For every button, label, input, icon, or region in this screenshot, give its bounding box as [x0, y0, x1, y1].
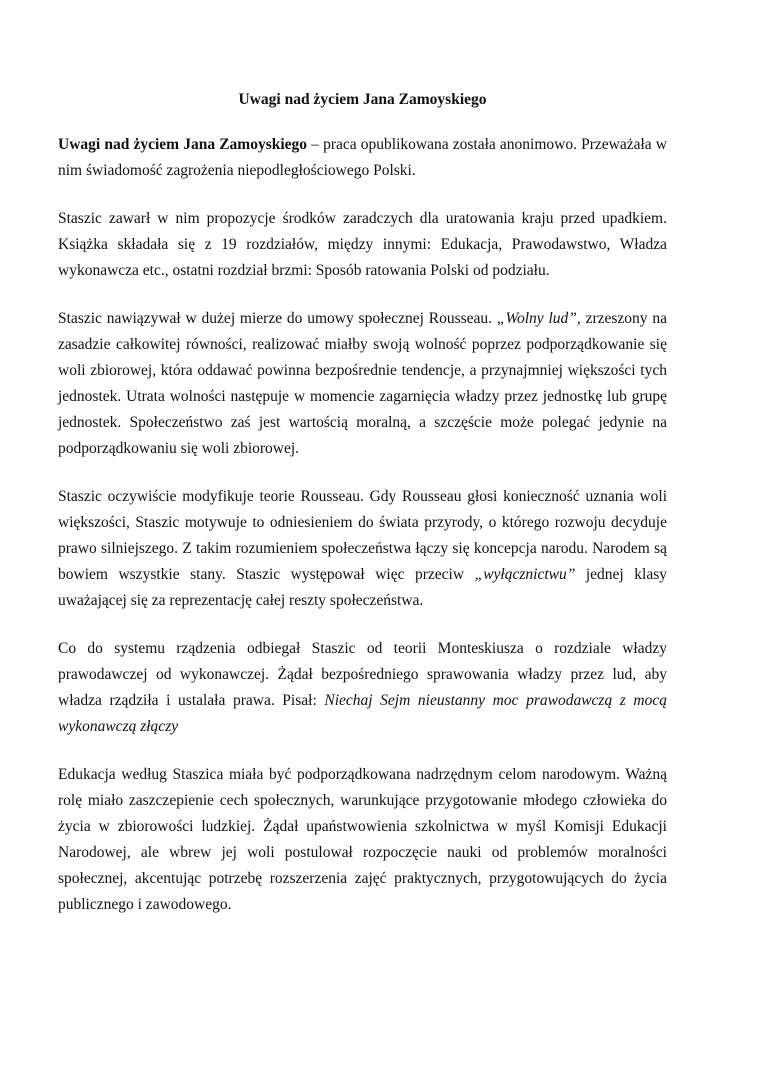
document-page [58, 88, 667, 940]
paragraph-4-italic: „wyłącznictwu” [474, 566, 576, 583]
paragraph-1 [58, 132, 667, 184]
paragraph-3-text-after: zrzeszony na zasadzie całkowitej równości, realizować miałby swoją wolność poprzez podporządkowanie się woli zbiorowej, która oddawać powinna bezpośrednie tendencje, a przynajmniej większości tych jednostek. Utrata wolności następuje w momencie zagarnięcia władzy przez jednostkę lub grupę jednostek. Społeczeństwo zaś jest wartością moralną, a szczęście może polegać jedynie na podporządkowaniu się woli zbiorowej. [58, 310, 667, 457]
paragraph-1-text: – praca opublikowana została anonimowo. Przeważała w nim świadomość zagrożenia niepodległościowego Polski. [58, 136, 668, 179]
paragraph-5 [58, 636, 667, 740]
document-title: Uwagi nad życiem Jana Zamoyskiego [238, 91, 487, 108]
paragraph-3 [58, 306, 667, 462]
paragraph-4 [58, 484, 667, 614]
paragraph-3-text-before: Staszic nawiązywał w dużej mierze do umowy społecznej Rousseau. [58, 310, 497, 327]
paragraph-2: Staszic zawarł w nim propozycje środków zaradczych dla uratowania kraju przed upadkiem. Książka składała się z 19 rozdziałów, między innymi: Edukacja, Prawodawstwo, Władza wykonawcza etc., ostatni rozdział brzmi: Sposób ratowania Polski od podziału. [58, 210, 667, 279]
paragraph-5-italic-quote: Niechaj Sejm nieustanny moc prawodawczą z mocą wykonawczą złączy [58, 692, 667, 735]
paragraph-5-text-before: Co do systemu rządzenia odbiegał Staszic od teorii Monteskiusza o rozdziale władzy prawodawczej od wykonawczej. Żądał bezpośredniego sprawowania władzy przez lud, aby władza rządziła i ustalała prawa. Pisał: [58, 640, 667, 709]
paragraph-4-text-before: Staszic oczywiście modyfikuje teorie Rousseau. Gdy Rousseau głosi konieczność uznania woli większości, Staszic motywuje to odniesieniem do świata przyrody, o którego rozwoju decyduje prawo silniejszego. Z takim rozumieniem społeczeństwa łączy się koncepcja narodu. Narodem są bowiem wszystkie stany. Staszic występował więc przeciw [58, 488, 667, 583]
paragraph-1-bold-lead: Uwagi nad życiem Jana Zamoyskiego [58, 136, 308, 153]
paragraph-3-italic: „Wolny lud”, [496, 310, 581, 327]
paragraph-4-text-after: jednej klasy uważającej się za reprezentację całej reszty społeczeństwa. [58, 566, 667, 609]
paragraph-6: Edukacja według Staszica miała być podporządkowana nadrzędnym celom narodowym. Ważną rolę miało zaszczepienie cech społecznych, warunkujące przygotowanie młodego człowieka do życia w zbiorowości ludzkiej. Żądał upaństwowienia szkolnictwa w myśl Komisji Edukacji Narodowej, ale wbrew jej woli postulował rozpoczęcie nauki od problemów moralności społecznej, akcentując potrzebę rozszerzenia zajęć praktycznych, przygotowujących do życia publicznego i zawodowego. [58, 766, 667, 913]
